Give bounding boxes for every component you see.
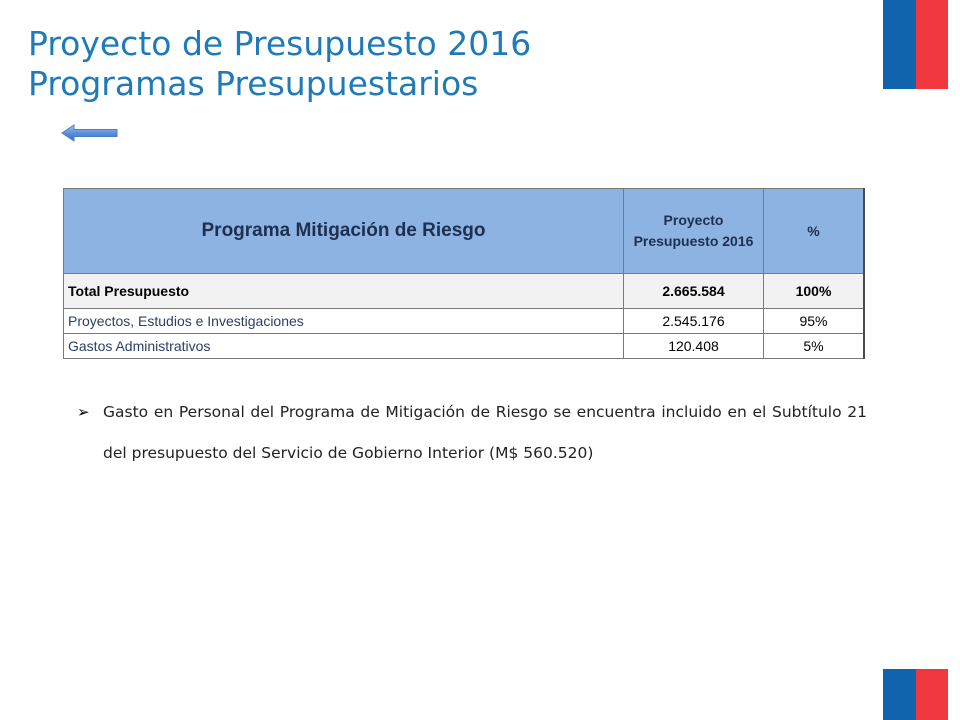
note-paragraph — [77, 392, 867, 474]
table-header-row — [64, 189, 865, 274]
flag-stripe-top — [883, 0, 948, 89]
header-program: Programa Mitigación de Riesgo — [64, 189, 624, 274]
title-line-2: Programas Presupuestarios — [28, 64, 479, 103]
row-value: 2.545.176 — [624, 309, 764, 334]
flag-blue-stripe — [883, 0, 916, 89]
budget-table — [63, 188, 865, 359]
row-value: 120.408 — [624, 334, 764, 359]
row-percent: 95% — [764, 309, 865, 334]
table-row — [64, 309, 865, 334]
title-line-1: Proyecto de Presupuesto 2016 — [28, 24, 532, 63]
back-arrow-icon[interactable] — [60, 123, 120, 143]
header-percent: % — [764, 189, 865, 274]
flag-red-stripe — [916, 669, 948, 720]
table-row — [64, 334, 865, 359]
note-text: Gasto en Personal del Programa de Mitigación de Riesgo se encuentra incluido en el Subtítulo 21 del presupuesto del Servicio de Gobierno Interior (M$ 560.520) — [103, 403, 867, 462]
flag-blue-stripe — [883, 669, 916, 720]
total-label: Total Presupuesto — [64, 274, 624, 309]
total-percent: 100% — [764, 274, 865, 309]
total-row — [64, 274, 865, 309]
row-percent: 5% — [764, 334, 865, 359]
header-budget: Proyecto Presupuesto 2016 — [624, 189, 764, 274]
arrow-bullet-icon: ➢ — [77, 403, 90, 421]
row-label: Proyectos, Estudios e Investigaciones — [64, 309, 624, 334]
total-value: 2.665.584 — [624, 274, 764, 309]
row-label: Gastos Administrativos — [64, 334, 624, 359]
page-title — [28, 24, 531, 104]
flag-red-stripe — [916, 0, 948, 89]
flag-stripe-bottom — [883, 669, 948, 720]
